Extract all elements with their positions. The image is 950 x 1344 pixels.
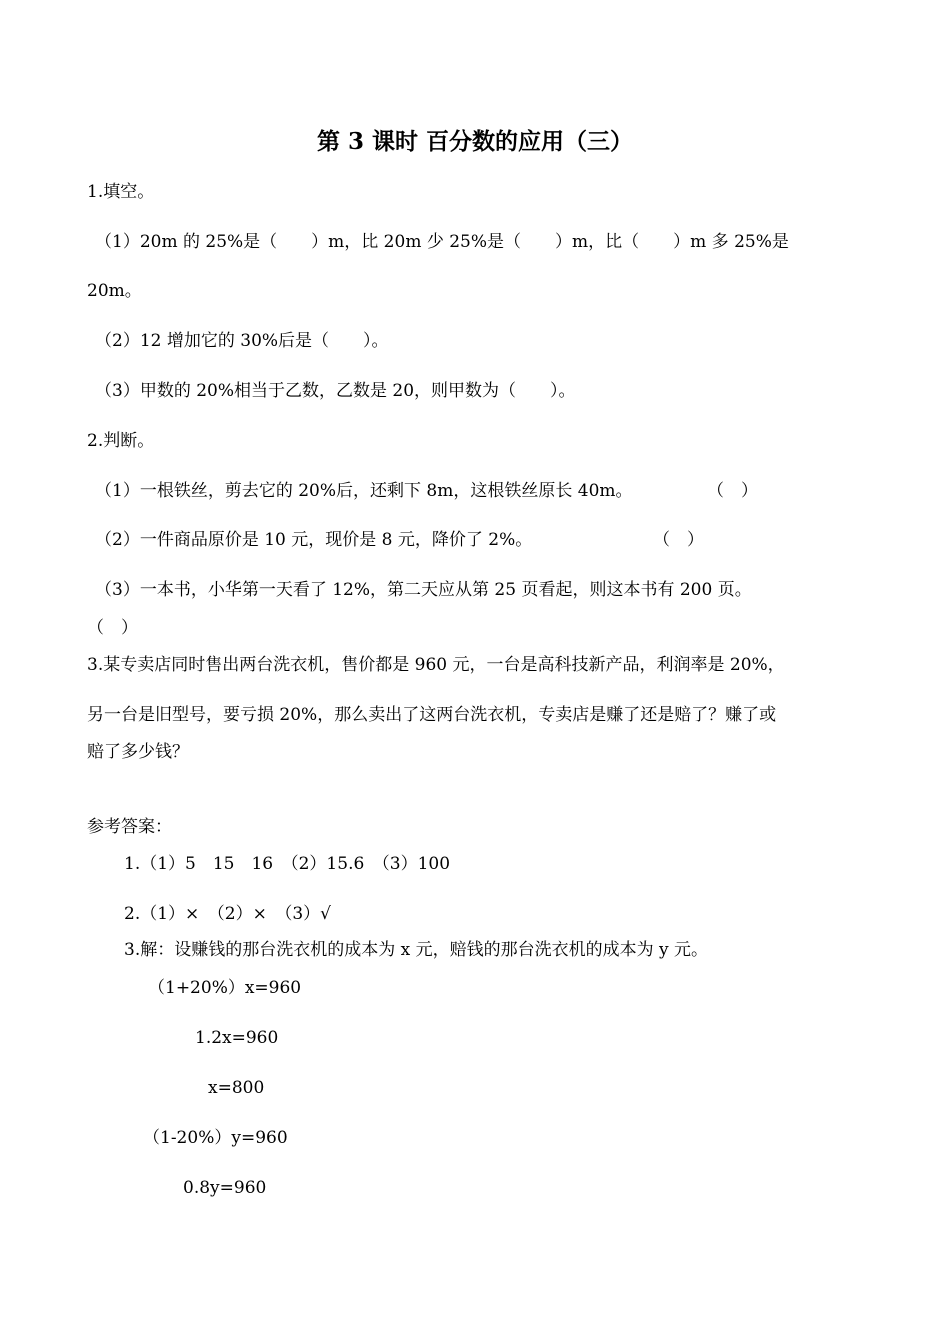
answers-heading: 参考答案： [87, 817, 172, 837]
question-2-item-3-answer-blank: （ ） [87, 618, 138, 638]
equation-5: 0.8y=960 [183, 1178, 267, 1198]
equation-1: （1+20%）x=960 [148, 978, 302, 998]
answer-2: 2.（1）× （2）× （3）√ [124, 904, 331, 924]
question-1-item-3: （3）甲数的 20%相当于乙数，乙数是 20，则甲数为（ ）。 [95, 381, 576, 401]
question-2-item-2-answer-blank: （ ） [653, 530, 704, 550]
question-1-heading: 1.填空。 [87, 182, 155, 202]
question-1-item-2: （2）12 增加它的 30%后是（ ）。 [95, 331, 389, 351]
question-2-heading: 2.判断。 [87, 431, 155, 451]
question-3-line-1: 3.某专卖店同时售出两台洗衣机，售价都是 960 元，一台是高科技新产品，利润率是 20%， [87, 655, 785, 675]
question-2-item-3-line-1: （3）一本书，小华第一天看了 12%，第二天应从第 25 页看起，则这本书有 200 页。 [95, 580, 752, 600]
question-2-item-2: （2）一件商品原价是 10 元，现价是 8 元，降价了 2%。 [95, 530, 533, 550]
question-3-line-3: 赔了多少钱？ [87, 742, 189, 762]
page-title: 第 3 课时 百分数的应用（三） [316, 128, 634, 155]
question-3-line-2: 另一台是旧型号，要亏损 20%，那么卖出了这两台洗衣机，专卖店是赚了还是赔了？赚了或 [87, 705, 777, 725]
equation-2: 1.2x=960 [195, 1028, 279, 1048]
answer-3-intro: 3.解：设赚钱的那台洗衣机的成本为 x 元，赔钱的那台洗衣机的成本为 y 元。 [124, 940, 709, 960]
question-1-item-1-line-2: 20m。 [87, 281, 142, 301]
question-2-item-1-answer-blank: （ ） [707, 481, 758, 501]
question-1-item-1-line-1: （1）20m 的 25%是（ ）m，比 20m 少 25%是（ ）m，比（ ）m 多 25%是 [95, 232, 789, 252]
equation-4: （1-20%）y=960 [143, 1128, 288, 1148]
equation-3: x=800 [208, 1078, 265, 1098]
answer-1: 1.（1）5 15 16 （2）15.6 （3）100 [124, 854, 451, 874]
question-2-item-1: （1）一根铁丝，剪去它的 20%后，还剩下 8m，这根铁丝原长 40m。 [95, 481, 633, 501]
